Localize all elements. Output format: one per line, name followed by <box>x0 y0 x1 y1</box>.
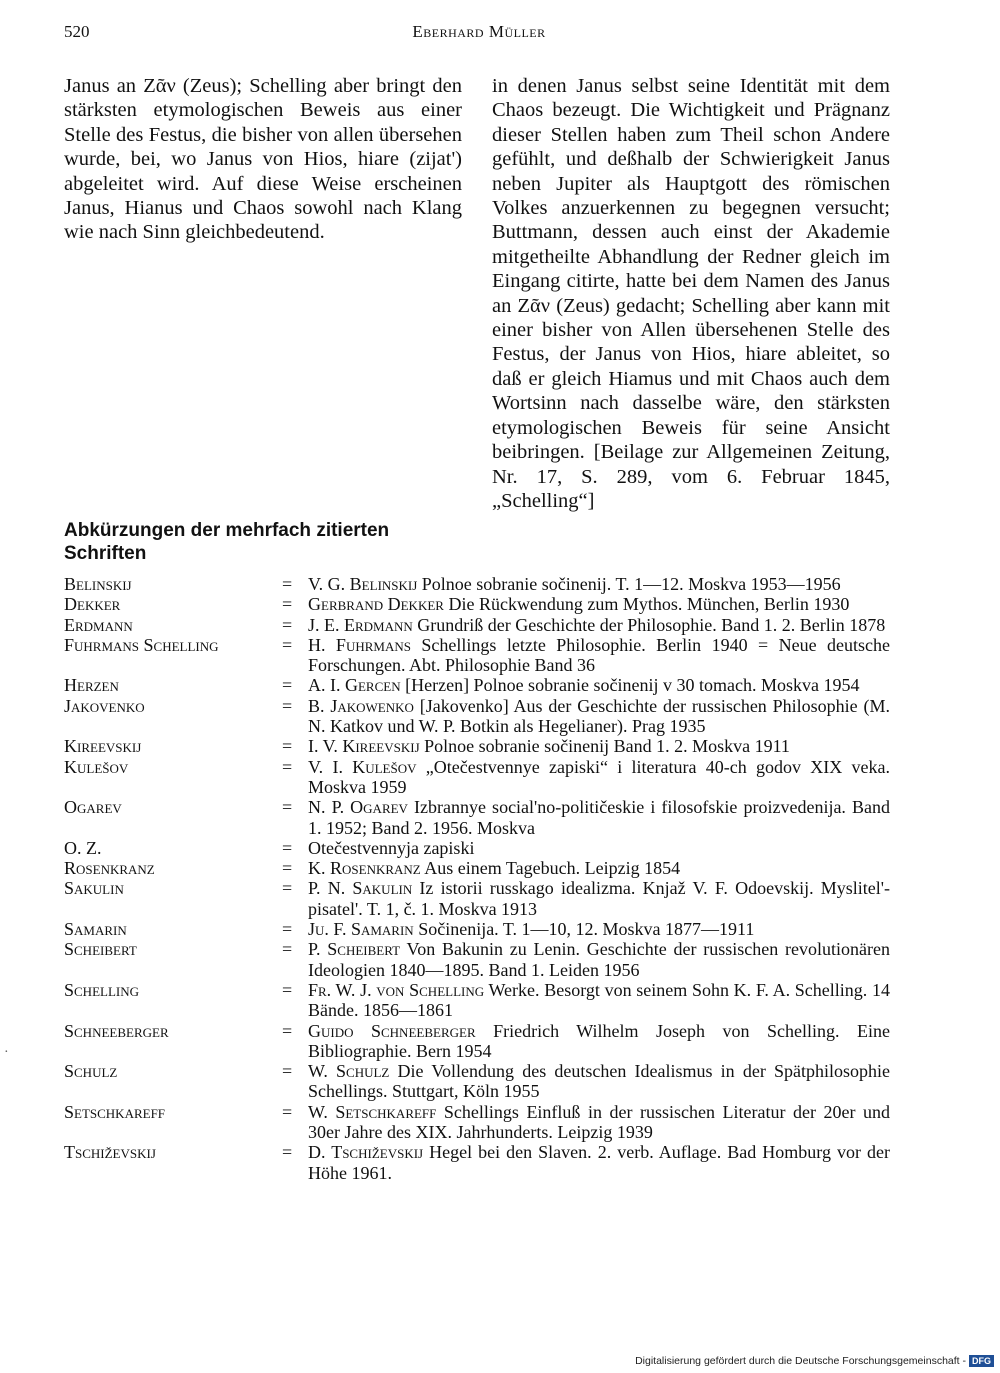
abbreviation-entry <box>64 594 890 614</box>
abbreviation-entry <box>64 696 890 737</box>
reference-author: B. Jakowenko <box>308 695 414 716</box>
abbreviation-key: O. Z. <box>64 837 102 858</box>
reference-title: Die Rückwendung zum Mythos. München, Berlin 1930 <box>448 594 850 615</box>
abbreviation-reference <box>308 838 890 858</box>
abbreviations-heading: Abkürzungen der mehrfach zitierten Schriften <box>64 520 390 564</box>
equals-sign: = <box>282 878 293 899</box>
abbreviation-reference <box>308 1021 890 1062</box>
abbreviation-entry <box>64 574 890 594</box>
equals-sign: = <box>282 594 293 615</box>
reference-author: H. Fuhrmans <box>308 634 411 655</box>
abbreviation-reference <box>308 675 890 695</box>
equals-sign: = <box>282 574 293 594</box>
abbreviation-key: Kulešov <box>64 756 129 777</box>
equals-sign: = <box>282 1142 293 1163</box>
abbreviation-entry <box>64 1061 890 1102</box>
abbreviation-key: Samarin <box>64 919 127 940</box>
equals-sign: = <box>282 614 293 635</box>
reference-author: Guido Schneeberger <box>308 1020 476 1041</box>
abbreviation-key: Erdmann <box>64 614 133 635</box>
reference-author: W. Setschkareff <box>308 1101 437 1122</box>
left-text-column <box>64 74 462 245</box>
equals-sign: = <box>282 736 293 757</box>
abbreviation-entry <box>64 797 890 838</box>
page-number: 520 <box>64 22 90 41</box>
abbreviation-key: Belinskij <box>64 574 132 594</box>
reference-title: Polnoe sobranie sočinenij. T. 1—12. Moskva 1953—1956 <box>421 574 841 594</box>
abbreviation-key: Schulz <box>64 1061 118 1082</box>
abbreviation-reference <box>308 757 890 798</box>
equals-sign: = <box>282 797 293 818</box>
reference-title: Polnoe sobranie sočinenij Band 1. 2. Moskva 1911 <box>424 736 790 757</box>
equals-sign: = <box>282 1061 293 1082</box>
equals-sign: = <box>282 1101 293 1122</box>
abbreviation-key: Tschiževskij <box>64 1142 156 1163</box>
equals-sign: = <box>282 979 293 1000</box>
reference-author: W. Schulz <box>308 1061 390 1082</box>
equals-sign: = <box>282 695 293 716</box>
reference-title: Iz istorii russkago idealizma. Knjaž V. F. Odoevskij. Myslitel'- pisatel'. T. 1, č. 1. Moskva 1913 <box>308 878 890 919</box>
reference-title: Otečestvennyja zapiski <box>308 837 475 858</box>
reference-author: N. P. Ogarev <box>308 797 408 818</box>
reference-author: D. Tschiževskij <box>308 1142 424 1163</box>
abbreviation-entry <box>64 675 890 695</box>
abbreviation-reference <box>308 696 890 737</box>
abbreviation-reference <box>308 858 890 878</box>
reference-author: I. V. Kireevskij <box>308 736 420 757</box>
reference-author: Gerbrand Dekker <box>308 594 444 615</box>
abbreviation-key: Sakulin <box>64 878 124 899</box>
abbreviation-reference <box>308 1142 890 1183</box>
abbreviation-key: Scheibert <box>64 939 137 960</box>
abbreviation-entry <box>64 1102 890 1143</box>
abbreviation-entry <box>64 980 890 1021</box>
abbreviation-key: Schelling <box>64 979 139 1000</box>
reference-author: P. Scheibert <box>308 939 401 960</box>
abbreviations-list <box>64 574 890 1183</box>
equals-sign: = <box>282 858 293 879</box>
reference-author: P. N. Sakulin <box>308 878 413 899</box>
abbreviation-key: Setschkareff <box>64 1101 166 1122</box>
reference-title: Die Vollendung des deutschen Idealismus in der Spätphilosophie Schellings. Stuttgart, Köln 1955 <box>308 1061 890 1102</box>
abbreviation-key: Schneeberger <box>64 1020 169 1041</box>
reference-author: Ju. F. Samarin <box>308 919 414 940</box>
reference-title: Aus einem Tagebuch. Leipzig 1854 <box>424 858 681 879</box>
abbreviation-key: Rosenkranz <box>64 858 155 879</box>
right-paragraph: in denen Janus selbst seine Identität mit dem Chaos bezeugt. Die Wichtigkeit und Prägnanz dieser Stellen haben zum Theil schon Andere gefühlt, und deßhalb der Schwierigkeit Janus neben Jupiter als Hauptgott des römischen Volkes anzuerkennen zu begegnen versucht; Buttmann, dessen auch einst der Akademie mitgetheilte Abhandlung der Redner gleich im Eingang citirte, hatte bei dem Namen des Janus an Ζᾶν (Zeus) gedacht; Schelling aber kann mit einer bisher von Allen übersehenen Stelle des Festus, der Janus von Hios, hiare ableitet, so daß er gleich Hiamus und mit Chaos auch dem Wortsinn nach dasselbe wäre, den stärksten etymologischen Beweis für seine Ansicht beibringen. [Beilage zur Allgemeinen Zeitung, Nr. 17, S. 289, vom 6. Februar 1845, „Schelling“] <box>492 75 890 512</box>
reference-title: [Herzen] Polnoe sobranie sočinenij v 30 tomach. Moskva 1954 <box>405 675 860 696</box>
abbreviation-reference <box>308 1061 890 1102</box>
abbreviation-entry <box>64 1021 890 1062</box>
abbreviation-key: Kireevskij <box>64 736 142 757</box>
reference-author: J. E. Erdmann <box>308 614 413 635</box>
abbreviation-entry <box>64 858 890 878</box>
page-header <box>64 22 894 48</box>
equals-sign: = <box>282 756 293 777</box>
reference-title: Schellings Einfluß in der russischen Literatur der 20er und 30er Jahre des XIX. Jahrhunderts. Leipzig 1939 <box>308 1101 890 1143</box>
abbreviation-entry <box>64 919 890 939</box>
abbreviation-reference <box>308 797 890 838</box>
reference-title: Hegel bei den Slaven. 2. verb. Auflage. Bad Homburg vor der Höhe 1961. <box>308 1142 890 1183</box>
abbreviation-reference <box>308 1102 890 1143</box>
abbreviation-reference <box>308 736 890 756</box>
abbreviation-entry <box>64 736 890 756</box>
left-paragraph: Janus an Ζᾶν (Zeus); Schelling aber bringt den stärksten etymologischen Beweis aus einer Stelle des Festus, die bisher von allen übersehen wurde, bei, wo Janus von Hios, hiare (zijat') abgeleitet wird. Auf diese Weise erscheinen Janus, Hianus und Chaos sowohl nach Klang wie nach Sinn gleichbedeutend. <box>64 75 462 244</box>
abbreviation-entry <box>64 939 890 980</box>
abbreviation-key: Jakovenko <box>64 695 145 716</box>
abbreviation-reference <box>308 980 890 1021</box>
reference-title: [Jakovenko] Aus der Geschichte der russischen Philosophie (M. N. Katkov und W. P. Botkin als Hegelianer). Prag 1935 <box>308 695 890 737</box>
equals-sign: = <box>282 919 293 940</box>
reference-title: Friedrich Wilhelm Joseph von Schelling. Eine Bibliographie. Bern 1954 <box>308 1020 890 1061</box>
reference-author: K. Rosenkranz <box>308 858 421 879</box>
reference-title: Izbrannye social'no-političeskie i filosofskie proizvedenija. Band 1. 1952; Band 2. 1956. Moskva <box>308 797 890 838</box>
equals-sign: = <box>282 634 293 655</box>
abbreviation-reference <box>308 878 890 919</box>
reference-title: Grundriß der Geschichte der Philosophie. Band 1. 2. Berlin 1878 <box>417 614 886 635</box>
abbreviation-key: Herzen <box>64 675 119 696</box>
reference-title: Sočinenija. T. 1—10, 12. Moskva 1877—1911 <box>418 919 755 940</box>
reference-title: Von Bakunin zu Lenin. Geschichte der russischen revolutionären Ideologien 1840—1895. Band 1. Leiden 1956 <box>308 939 890 980</box>
running-head: Eberhard Müller <box>412 22 546 41</box>
reference-author: A. I. Gercen <box>308 675 401 696</box>
equals-sign: = <box>282 939 293 960</box>
abbreviation-key: Ogarev <box>64 797 122 818</box>
margin-mark: · <box>4 1045 9 1060</box>
reference-title: Werke. Besorgt von seinem Sohn K. F. A. Schelling. 14 Bände. 1856—1861 <box>308 979 890 1021</box>
abbreviation-reference <box>308 919 890 939</box>
footer-credit: Digitalisierung gefördert durch die Deutsche Forschungsgemeinschaft - <box>635 1355 966 1367</box>
footer <box>635 1355 994 1367</box>
equals-sign: = <box>282 1020 293 1041</box>
reference-author: V. G. Belinskij <box>308 574 418 594</box>
abbreviation-reference <box>308 594 890 614</box>
abbreviation-reference <box>308 635 890 676</box>
abbreviation-key: Fuhrmans Schelling <box>64 634 219 655</box>
abbreviation-reference <box>308 574 890 594</box>
equals-sign: = <box>282 675 293 696</box>
abbreviation-key: Dekker <box>64 594 121 615</box>
abbreviation-reference <box>308 615 890 635</box>
abbreviation-entry <box>64 615 890 635</box>
abbreviation-entry <box>64 635 890 676</box>
abbreviation-entry <box>64 757 890 798</box>
abbreviation-entry <box>64 1142 890 1183</box>
abbreviation-entry <box>64 878 890 919</box>
reference-title: Schellings letzte Philosophie. Berlin 1940 = Neue deutsche Forschungen. Abt. Philosophie Band 36 <box>308 634 891 676</box>
reference-author: Fr. W. J. von Schelling <box>308 979 485 1000</box>
abbreviation-reference <box>308 939 890 980</box>
equals-sign: = <box>282 837 293 858</box>
reference-author: V. I. Kulešov <box>308 756 417 777</box>
reference-title: „Otečestvennye zapiski“ i literatura 40-ch godov XIX veka. Moskva 1959 <box>308 756 891 797</box>
abbreviation-entry <box>64 838 890 858</box>
dfg-logo: DFG <box>969 1355 994 1367</box>
right-text-column <box>492 74 890 513</box>
